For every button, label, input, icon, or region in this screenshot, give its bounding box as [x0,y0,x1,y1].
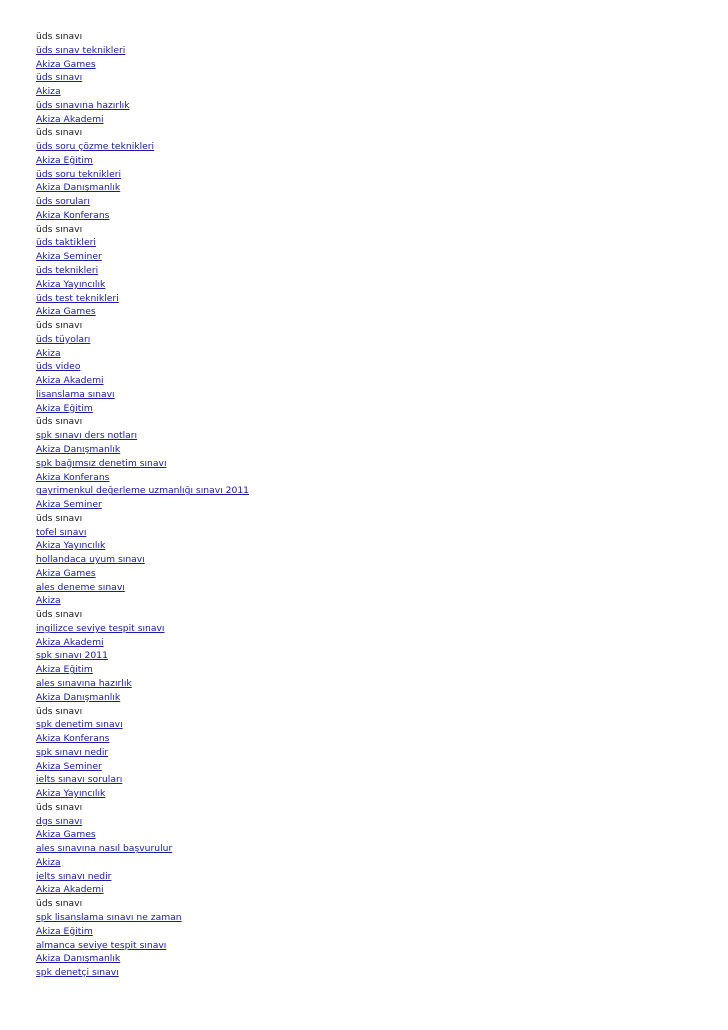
text-link[interactable]: dgs sınavı [36,815,83,827]
plain-text-line: üds sınavı [36,416,83,428]
text-link[interactable]: Akiza Akademi [36,375,104,387]
text-link[interactable]: Akiza [36,856,61,868]
text-link[interactable]: ielts sınavı soruları [36,774,123,786]
text-link[interactable]: üds soru teknikleri [36,168,122,180]
text-link[interactable]: Akiza Akademi [36,113,104,125]
text-link[interactable]: üds sınavı [36,72,83,84]
text-link[interactable]: üds test teknikleri [36,292,119,304]
text-link[interactable]: Akiza Akademi [36,636,104,648]
text-link[interactable]: spk lisanslama sınavı ne zaman [36,912,182,923]
text-link[interactable]: üds soru çözme teknikleri [36,141,155,153]
text-link[interactable]: Akiza [36,86,61,98]
text-link[interactable]: ales sınavına hazırlık [36,677,132,689]
text-link[interactable]: almanca seviye tespit sınavı [36,939,167,951]
text-link[interactable]: üds sınav teknikleri [36,44,126,56]
text-link[interactable]: Akiza Danışmanlık [36,953,121,965]
text-link[interactable]: Akiza Eğitim [36,664,93,676]
text-link[interactable]: spk sınavı nedir [36,746,109,758]
text-link[interactable]: Akiza Danışmanlık [36,443,121,455]
link-list [36,30,728,980]
text-link[interactable]: spk denetçi sınavı [36,967,119,979]
text-link[interactable]: lisanslama sınavı [36,388,115,400]
text-link[interactable]: üds soruları [36,196,90,208]
text-link[interactable]: Akiza [36,595,61,607]
text-link[interactable]: Akiza Games [36,306,96,318]
text-link[interactable]: hollandaca uyum sınavı [36,554,145,566]
plain-text-line: üds sınavı [36,705,83,717]
plain-text-line: üds sınavı [36,127,83,139]
text-link[interactable]: Akiza Eğitim [36,925,93,937]
text-link[interactable]: ielts sınavı nedir [36,870,112,882]
text-link[interactable]: Akiza Yayıncılık [36,788,106,800]
text-link[interactable]: üds sınavına hazırlık [36,99,130,111]
text-link[interactable]: Akiza Danışmanlık [36,182,121,194]
text-link[interactable]: Akiza Seminer [36,251,102,263]
text-link[interactable]: tofel sınavı [36,526,87,538]
text-link[interactable]: Akiza Games [36,829,96,841]
plain-text-line: üds sınavı [36,609,83,621]
text-link[interactable]: üds video [36,361,81,373]
plain-text-line: üds sınavı [36,801,83,813]
text-link[interactable]: Akiza Seminer [36,760,102,772]
text-link[interactable]: Akiza Games [36,58,96,70]
text-link[interactable]: Akiza Konferans [36,209,110,221]
plain-text-line: üds sınavı [36,31,83,42]
text-link[interactable]: üds tüyoları [36,333,91,345]
text-link[interactable]: Akiza Seminer [36,499,102,511]
plain-text-line: üds sınavı [36,898,83,910]
plain-text-line: üds sınavı [36,320,83,332]
text-link[interactable]: ingilizce seviye tespit sınavı [36,622,165,634]
text-link[interactable]: spk denetim sınavı [36,719,123,731]
text-link[interactable]: ales sınavına nasıl başvurulur [36,843,173,855]
text-link[interactable]: Akiza Danışmanlık [36,691,121,703]
text-link[interactable]: üds taktikleri [36,237,96,249]
text-link[interactable]: Akiza Yayıncılık [36,540,106,552]
text-link[interactable]: spk bağımsız denetim sınavı [36,457,167,469]
text-link[interactable]: Akiza Eğitim [36,154,93,166]
text-link[interactable]: spk sınavı 2011 [36,650,108,662]
text-link[interactable]: gayrimenkul değerleme uzmanlığı sınavı 2011 [36,485,250,497]
text-link[interactable]: Akiza Akademi [36,884,104,896]
plain-text-line: üds sınavı [36,512,83,524]
text-link[interactable]: Akiza Yayıncılık [36,278,106,290]
text-link[interactable]: spk sınavı ders notları [36,430,138,442]
text-link[interactable]: üds teknikleri [36,265,99,277]
text-link[interactable]: Akiza Konferans [36,733,110,745]
plain-text-line: üds sınavı [36,223,83,235]
text-link[interactable]: Akiza Konferans [36,471,110,483]
text-link[interactable]: Akiza Eğitim [36,402,93,414]
text-link[interactable]: Akiza Games [36,567,96,579]
text-link[interactable]: ales deneme sınavı [36,581,125,593]
text-link[interactable]: Akiza [36,347,61,359]
